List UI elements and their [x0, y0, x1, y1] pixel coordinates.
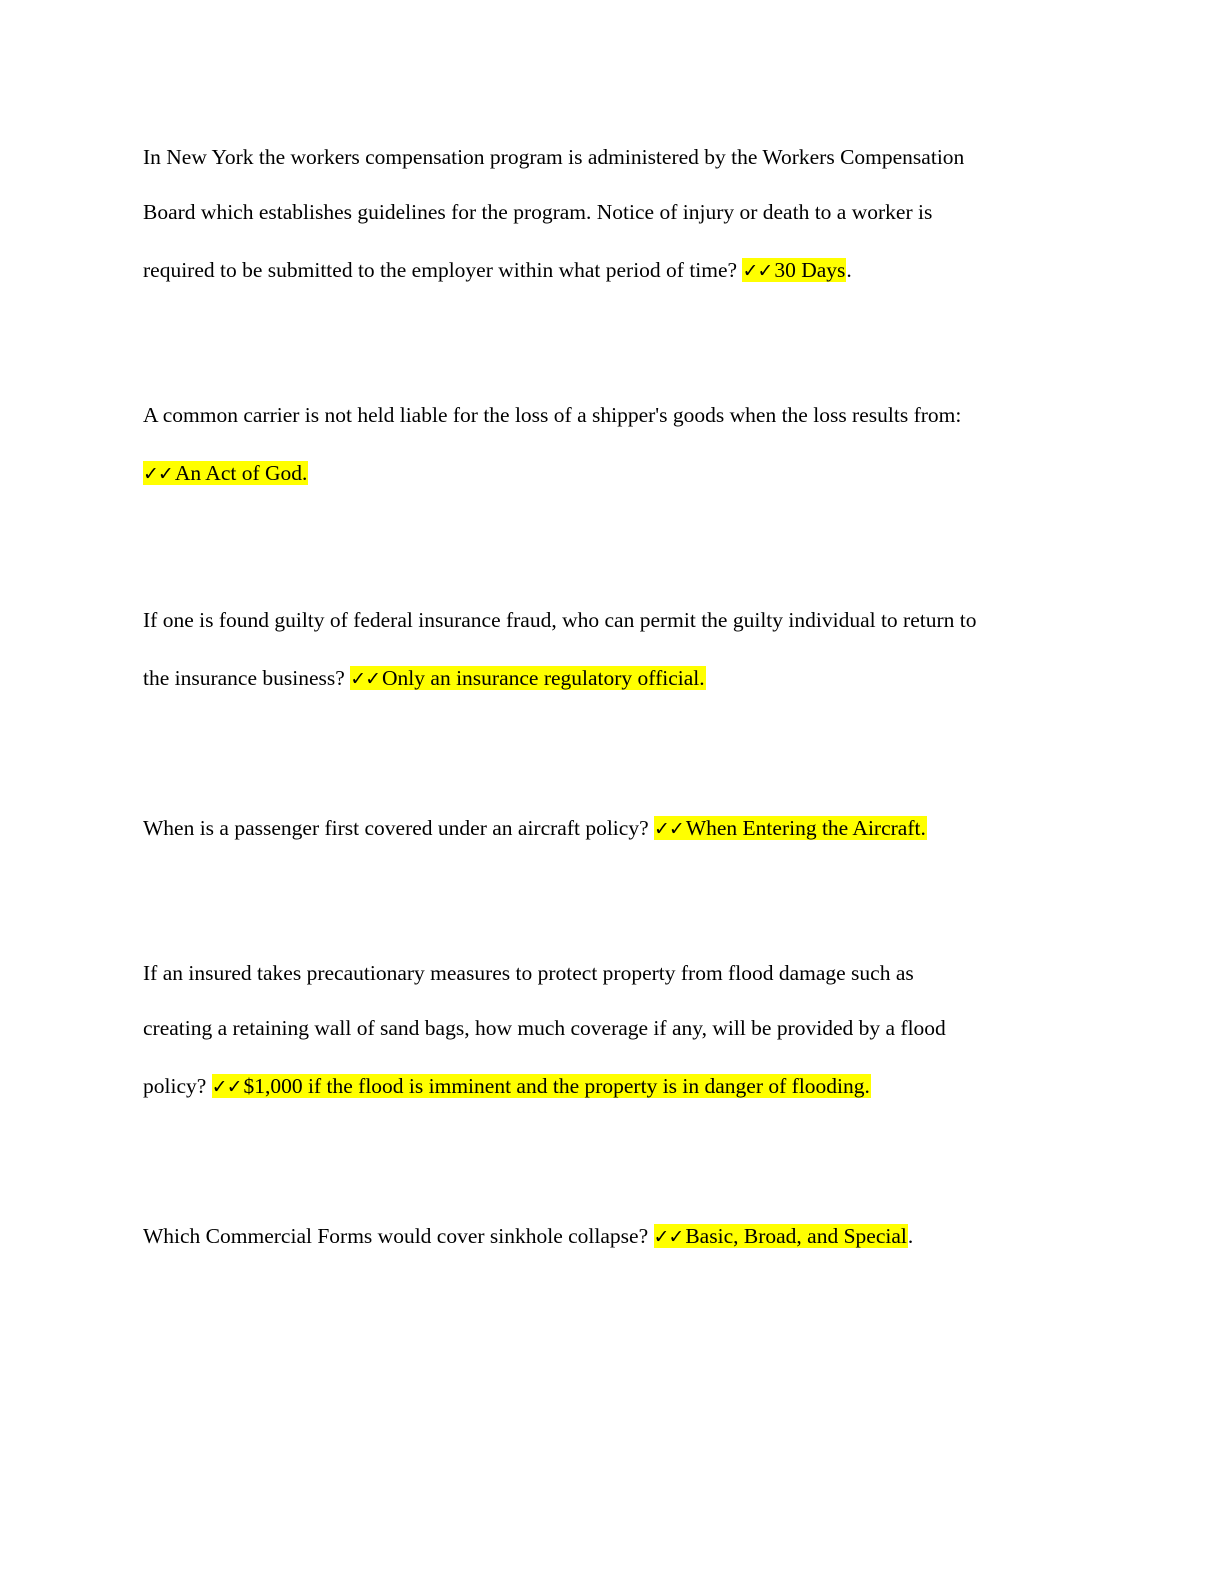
question-5-text: policy?	[143, 1074, 207, 1098]
question-1-line-2: Board which establishes guidelines for the program. Notice of injury or death to a worker is	[143, 200, 933, 224]
answer-2-text: An Act of God.	[174, 461, 308, 485]
question-3-line-2	[143, 662, 706, 694]
question-1-text: required to be submitted to the employer within what period of time?	[143, 258, 738, 282]
answer-5-highlight	[212, 1074, 871, 1098]
answer-4-text: When Entering the Aircraft.	[685, 816, 926, 840]
answer-3-text: Only an insurance regulatory official.	[382, 666, 705, 690]
question-6-line-1	[143, 1220, 913, 1252]
question-6-text: Which Commercial Forms would cover sinkhole collapse?	[143, 1224, 649, 1248]
answer-3-highlight	[350, 666, 705, 690]
double-check-icon: ✓✓	[211, 1076, 242, 1098]
answer-1-highlight	[742, 258, 846, 282]
answer-4-highlight	[654, 816, 927, 840]
answer-1-text: 30 Days	[774, 258, 846, 282]
question-1-line-1: In New York the workers compensation program is administered by the Workers Compensation	[143, 145, 965, 169]
double-check-icon: ✓✓	[654, 818, 684, 840]
double-check-icon: ✓✓	[653, 1226, 684, 1248]
question-4-text: When is a passenger first covered under an aircraft policy?	[143, 816, 649, 840]
answer-6-text: Basic, Broad, and Special	[685, 1224, 907, 1248]
answer-6-trail: .	[907, 1224, 914, 1248]
question-3-text: the insurance business?	[143, 666, 345, 690]
question-1-line-3	[143, 254, 852, 286]
question-5-line-2: creating a retaining wall of sand bags, how much coverage if any, will be provided by a flood	[143, 1016, 946, 1040]
question-3-line-1: If one is found guilty of federal insurance fraud, who can permit the guilty individual to return to	[143, 608, 977, 632]
question-4-line-1	[143, 812, 927, 844]
double-check-icon: ✓✓	[143, 463, 173, 485]
question-5-line-1: If an insured takes precautionary measures to protect property from flood damage such as	[143, 961, 914, 985]
answer-2-highlight	[143, 461, 308, 485]
answer-2-line	[143, 457, 308, 489]
question-5-line-3	[143, 1070, 871, 1102]
answer-1-trail: .	[846, 258, 852, 282]
answer-6-highlight	[654, 1224, 908, 1248]
answer-5-text: $1,000 if the flood is imminent and the property is in danger of flooding.	[243, 1074, 870, 1098]
double-check-icon: ✓✓	[350, 668, 381, 690]
double-check-icon: ✓✓	[742, 260, 773, 282]
question-2-line-1: A common carrier is not held liable for the loss of a shipper's goods when the loss results from:	[143, 403, 962, 427]
